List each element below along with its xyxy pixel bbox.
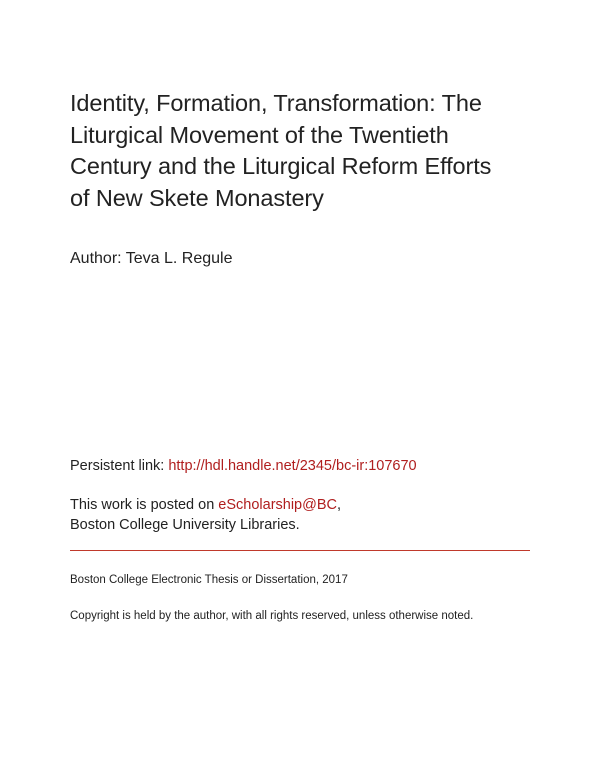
library-name: Boston College University Libraries.	[70, 517, 300, 533]
posted-prefix: This work is posted on	[70, 497, 215, 513]
author-line	[70, 250, 232, 268]
title-line-3: Century and the Liturgical Reform Efforts	[70, 153, 492, 179]
document-title	[70, 88, 540, 214]
persistent-link[interactable]: http://hdl.handle.net/2345/bc-ir:107670	[168, 458, 417, 474]
divider-line	[70, 550, 530, 551]
title-line-1: Identity, Formation, Transformation: The	[70, 90, 482, 116]
persistent-link-label: Persistent link:	[70, 458, 165, 474]
title-line-2: Liturgical Movement of the Twentieth	[70, 121, 449, 148]
title-line-4: of New Skete Monastery	[70, 184, 324, 211]
author-label: Author:	[70, 250, 122, 267]
thesis-info: Boston College Electronic Thesis or Dissertation, 2017	[70, 574, 348, 586]
escholarship-link[interactable]: eScholarship@BC	[218, 497, 337, 513]
author-name: Teva L. Regule	[125, 250, 233, 267]
persistent-link-line	[70, 458, 417, 474]
posted-on-block	[70, 495, 341, 535]
posted-suffix: ,	[337, 497, 342, 513]
copyright-notice: Copyright is held by the author, with all rights reserved, unless otherwise noted.	[70, 610, 474, 622]
